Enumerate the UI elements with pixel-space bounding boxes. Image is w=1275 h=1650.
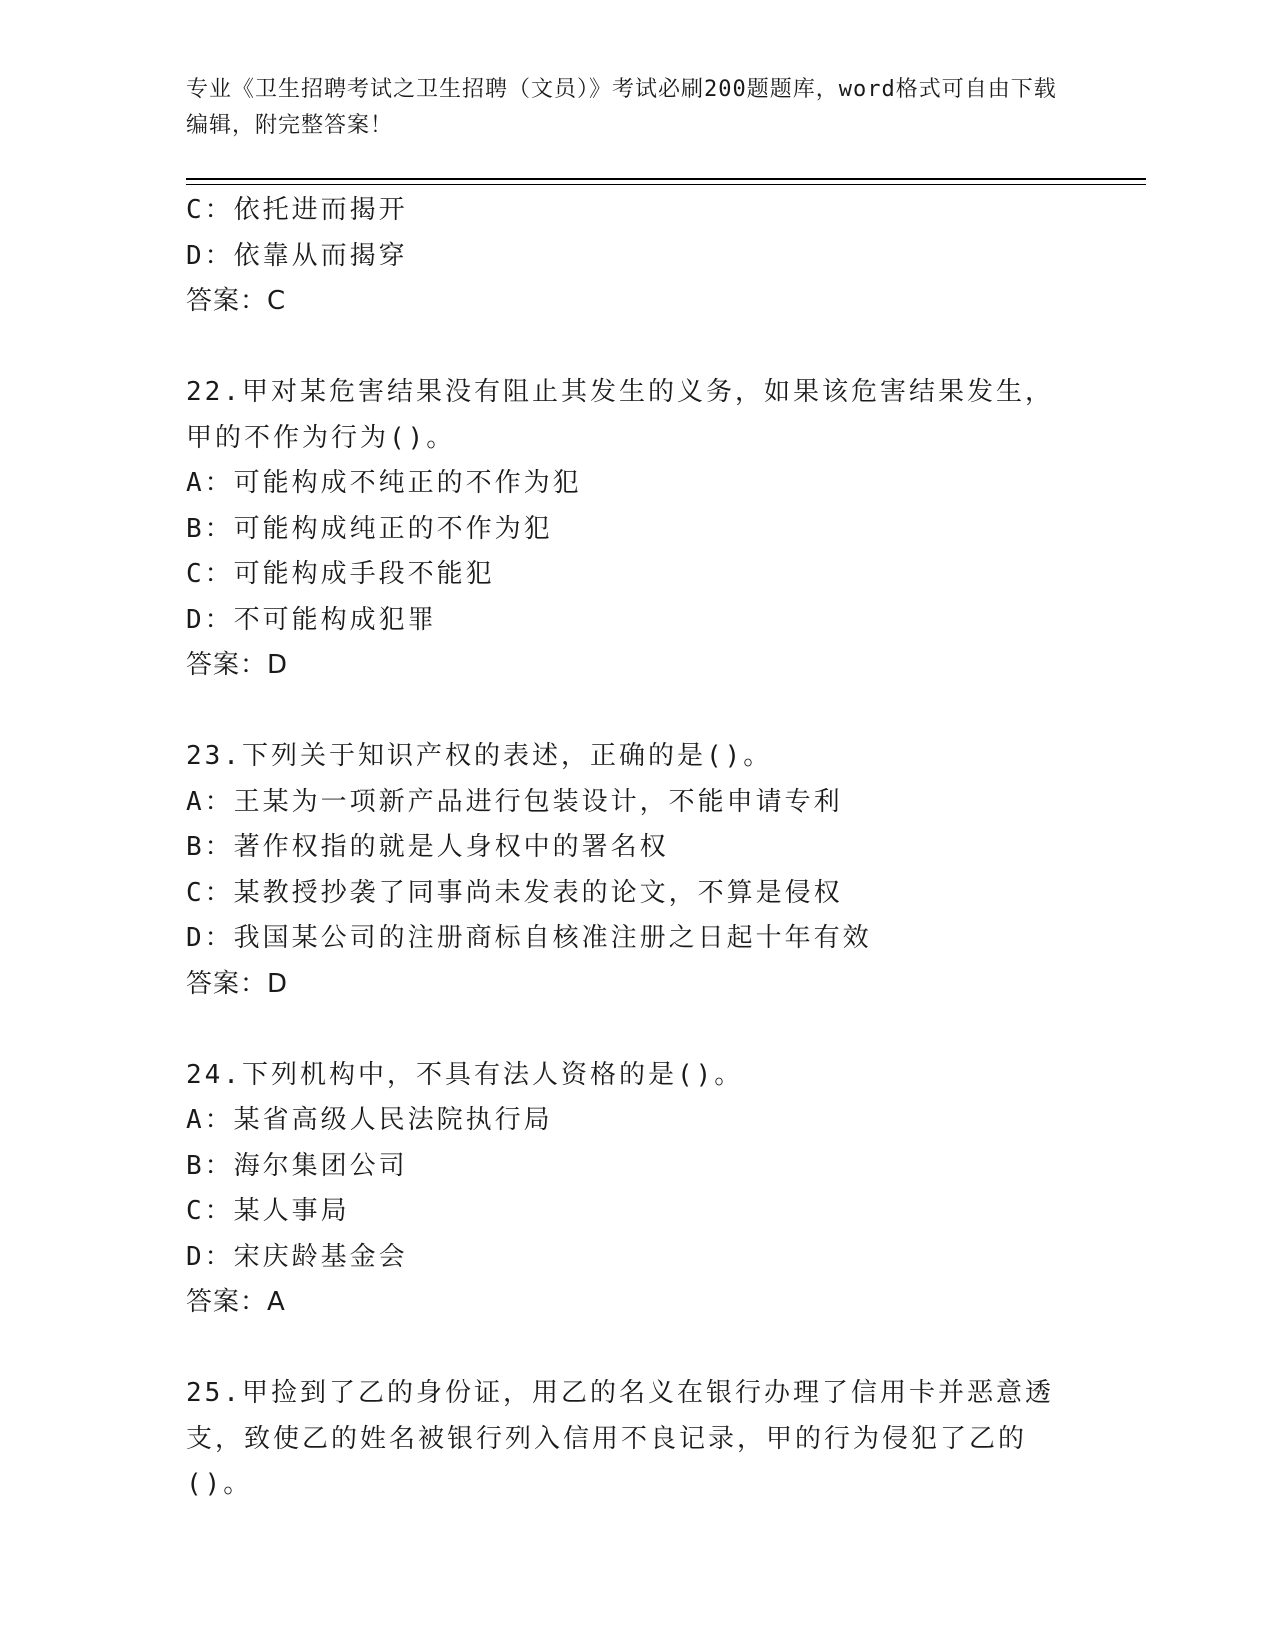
answer: 答案：C bbox=[186, 286, 287, 316]
option-c: C：依托进而揭开 bbox=[186, 195, 408, 225]
option-a: A：某省高级人民法院执行局 bbox=[186, 1105, 553, 1135]
option-d: D：我国某公司的注册商标自核准注册之日起十年有效 bbox=[186, 923, 872, 953]
answer: 答案：D bbox=[186, 650, 289, 680]
option-d: D：依靠从而揭穿 bbox=[186, 240, 408, 271]
option-a: A：可能构成不纯正的不作为犯 bbox=[186, 468, 582, 498]
option-d: D：宋庆龄基金会 bbox=[186, 1241, 408, 1272]
question-stem: 24.下列机构中，不具有法人资格的是()。 bbox=[186, 1059, 744, 1090]
answer: 答案：D bbox=[186, 968, 289, 999]
option-c: C：某人事局 bbox=[186, 1196, 350, 1226]
question-stem: 23.下列关于知识产权的表述，正确的是()。 bbox=[186, 741, 773, 771]
header-rule-thin bbox=[186, 184, 1146, 185]
question-24 bbox=[186, 1053, 1086, 1326]
spacer bbox=[186, 1007, 1086, 1053]
spacer bbox=[186, 325, 1086, 371]
option-b: B：著作权指的就是人身权中的署名权 bbox=[186, 832, 669, 862]
question-stem: 22.甲对某危害结果没有阻止其发生的义务，如果该危害结果发生，甲的不作为行为()。 bbox=[186, 377, 1054, 453]
option-c: C：某教授抄袭了同事尚未发表的论文，不算是侵权 bbox=[186, 877, 843, 908]
option-b: B：海尔集团公司 bbox=[186, 1150, 408, 1181]
answer: 答案：A bbox=[186, 1287, 286, 1317]
spacer bbox=[186, 689, 1086, 735]
spacer bbox=[186, 1326, 1086, 1372]
header-rule-thick bbox=[186, 178, 1146, 180]
question-25 bbox=[186, 1371, 1086, 1508]
document-header: 专业《卫生招聘考试之卫生招聘（文员）》考试必刷200题题库，word格式可自由下载编辑，附完整答案！ bbox=[186, 77, 1057, 138]
question-22 bbox=[186, 370, 1086, 689]
question-21-continued bbox=[186, 188, 1086, 325]
option-b: B：可能构成纯正的不作为犯 bbox=[186, 513, 553, 544]
question-stem: 25.甲捡到了乙的身份证，用乙的名义在银行办理了信用卡并恶意透支，致使乙的姓名被银行列入信用不良记录，甲的行为侵犯了乙的()。 bbox=[186, 1378, 1054, 1499]
option-a: A：王某为一项新产品进行包装设计，不能申请专利 bbox=[186, 786, 843, 817]
option-c: C：可能构成手段不能犯 bbox=[186, 559, 495, 589]
question-23 bbox=[186, 734, 1086, 1007]
question-list bbox=[186, 188, 1086, 1508]
option-d: D：不可能构成犯罪 bbox=[186, 604, 437, 635]
